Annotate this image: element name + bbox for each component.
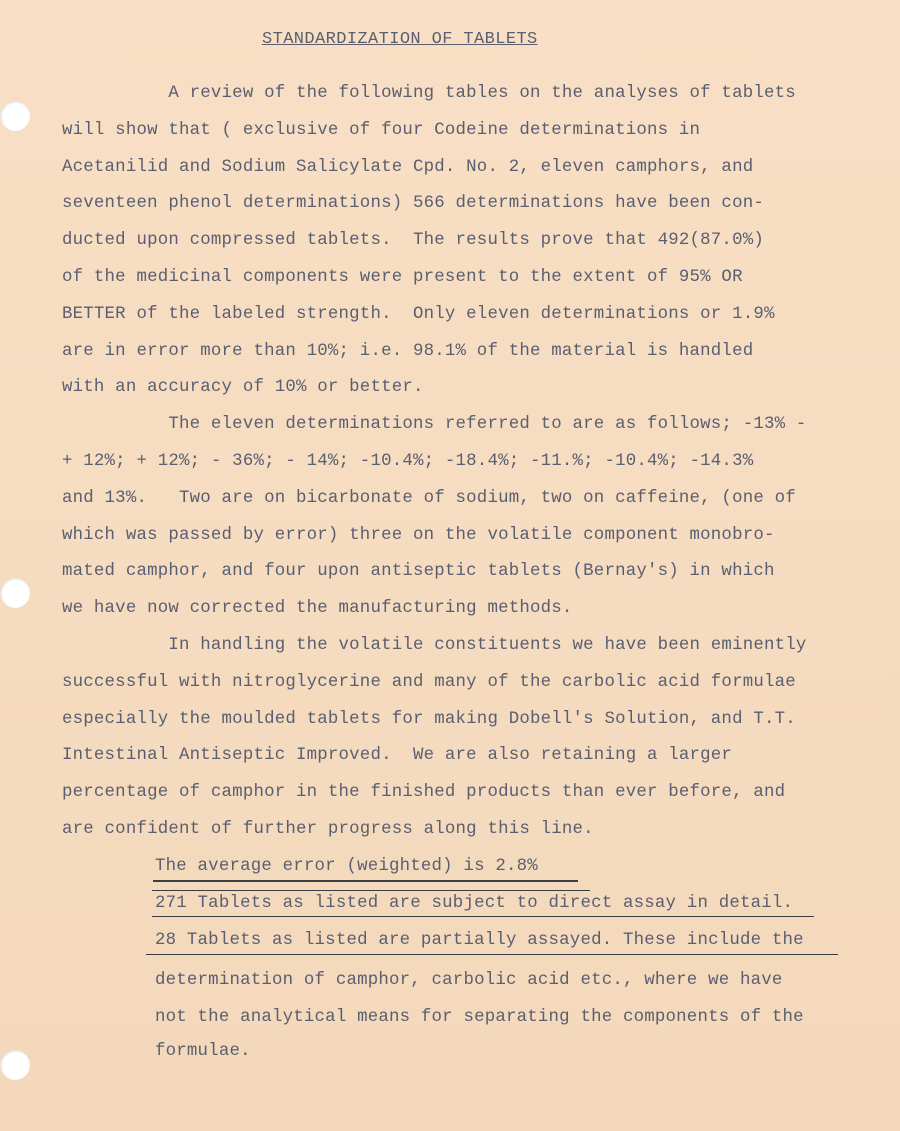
text-line: successful with nitroglycerine and many of the carbolic acid formulae	[62, 672, 796, 692]
text-line: percentage of camphor in the finished products than ever before, and	[62, 783, 786, 803]
partial-assay-line: 28 Tablets as listed are partially assayed. These include the	[155, 931, 804, 950]
text-line: A review of the following tables on the analyses of tablets	[62, 84, 796, 103]
text-line: are in error more than 10%; i.e. 98.1% of the material is handled	[62, 341, 754, 361]
underline	[146, 954, 838, 955]
punch-hole	[0, 578, 30, 608]
text-line: especially the moulded tablets for making Dobell's Solution, and T.T.	[62, 709, 796, 729]
text-line: mated camphor, and four upon antiseptic tablets (Bernay's) in which	[62, 562, 775, 582]
punch-hole	[0, 101, 30, 131]
text-line: we have now corrected the manufacturing methods.	[62, 599, 573, 619]
text-line: ducted upon compressed tablets. The results prove that 492(87.0%)	[62, 231, 764, 251]
text-line: Intestinal Antiseptic Improved. We are also retaining a larger	[62, 746, 733, 766]
punch-hole	[0, 1050, 30, 1080]
partial-assay-continuation: formulae.	[155, 1042, 251, 1061]
text-line: and 13%. Two are on bicarbonate of sodium, two on caffeine, (one of	[62, 488, 796, 508]
text-line: of the medicinal components were present to the extent of 95% OR	[62, 268, 743, 287]
text-line: The eleven determinations referred to are as follows; -13% -	[62, 415, 807, 435]
text-line: Acetanilid and Sodium Salicylate Cpd. No. 2, eleven camphors, and	[62, 157, 754, 177]
underline	[153, 880, 578, 882]
text-line: with an accuracy of 10% or better.	[62, 378, 424, 398]
text-line: which was passed by error) three on the volatile component monobro-	[62, 525, 775, 545]
page-title: STANDARDIZATION OF TABLETS	[262, 30, 538, 49]
underline	[152, 916, 814, 917]
average-error-line: The average error (weighted) is 2.8%	[155, 857, 538, 876]
partial-assay-continuation: not the analytical means for separating the components of the	[155, 1008, 804, 1027]
text-line: seventeen phenol determinations) 566 determinations have been con-	[62, 194, 764, 214]
text-line: In handling the volatile constituents we have been eminently	[62, 636, 807, 655]
text-line: are confident of further progress along this line.	[62, 820, 594, 839]
direct-assay-line: 271 Tablets as listed are subject to direct assay in detail.	[155, 894, 794, 913]
text-line: will show that ( exclusive of four Codeine determinations in	[62, 120, 701, 140]
text-line: BETTER of the labeled strength. Only eleven determinations or 1.9%	[62, 304, 775, 324]
text-line: + 12%; + 12%; - 36%; - 14%; -10.4%; -18.4%; -11.%; -10.4%; -14.3%	[62, 452, 754, 471]
underline	[152, 890, 590, 891]
partial-assay-continuation: determination of camphor, carbolic acid etc., where we have	[155, 971, 783, 990]
